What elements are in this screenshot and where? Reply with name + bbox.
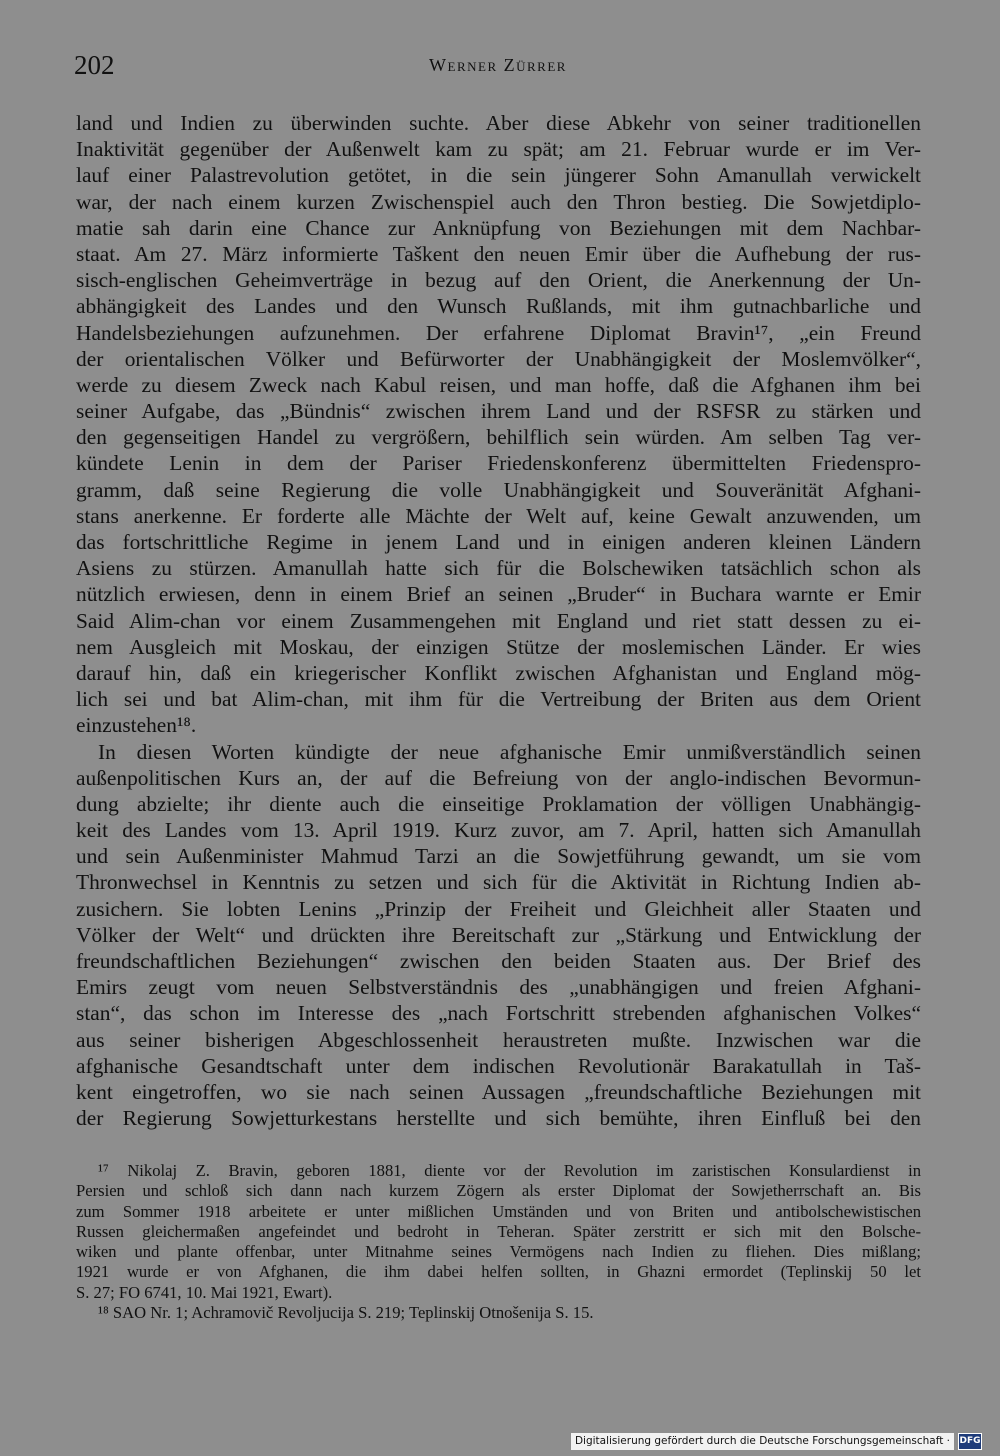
text-line: Said Alim-chan vor einem Zusammengehen mit England und riet statt dessen zu ei- bbox=[76, 608, 921, 633]
text-line: matie sah darin eine Chance zur Anknüpfung von Beziehungen mit dem Nachbar- bbox=[76, 215, 921, 240]
text-line: seiner Aufgabe, das „Bündnis“ zwischen ihrem Land und der RSFSR zu stärken und bbox=[76, 399, 921, 424]
running-head: Werner Zürrer bbox=[429, 55, 567, 75]
text-line: und sein Außenminister Mahmud Tarzi an die Sowjetführung gewandt, um sie vom bbox=[76, 844, 921, 869]
text-line: abhängigkeit des Landes und den Wunsch Rußlands, mit ihm gutnachbarliche und bbox=[76, 294, 921, 319]
text-line: staat. Am 27. März informierte Taškent den neuen Emir über die Aufhebung der rus- bbox=[76, 241, 921, 266]
body-text bbox=[76, 110, 921, 1131]
digitization-credit bbox=[571, 1432, 982, 1450]
text-line: darauf hin, daß ein kriegerischer Konflikt zwischen Afghanistan und England mög- bbox=[76, 660, 921, 685]
footnote-line: Russen gleichermaßen angefeindet und bedroht in Teheran. Später zerstritt er sich mit den Bolsche- bbox=[76, 1221, 921, 1241]
footnote-line: 1921 wurde er von Afghanen, die ihm dabei helfen sollten, in Ghazni ermordet (Teplinskij 50 let bbox=[76, 1262, 921, 1282]
footnote-line: S. 27; FO 6741, 10. Mai 1921, Ewart). bbox=[76, 1282, 333, 1302]
text-line: stans anerkenne. Er forderte alle Mächte der Welt auf, keine Gewalt anzuwenden, um bbox=[76, 503, 921, 528]
footnote-line: wiken und plante offenbar, unter Mitnahme seines Vermögens nach Indien zu fliehen. Dies mißlang; bbox=[76, 1242, 921, 1262]
text-line: land und Indien zu überwinden suchte. Aber diese Abkehr von seiner traditionellen bbox=[76, 111, 921, 135]
text-line: nützlich erwiesen, denn in einem Brief an seinen „Bruder“ in Buchara warnte er Emir bbox=[76, 582, 921, 607]
text-line: stan“, das schon im Interesse des „nach Fortschritt strebenden afghanischen Volkes“ bbox=[76, 1001, 921, 1026]
text-line: kündete Lenin in dem der Pariser Friedenskonferenz übermittelten Friedenspro- bbox=[76, 451, 921, 476]
text-line: der orientalischen Völker und Befürworter der Unabhängigkeit der Moslemvölker“, bbox=[76, 346, 921, 371]
text-line: zusichern. Sie lobten Lenins „Prinzip der Freiheit und Gleichheit aller Staaten und bbox=[76, 896, 921, 921]
text-line: Handelsbeziehungen aufzunehmen. Der erfahrene Diplomat Bravin¹⁷, „ein Freund bbox=[76, 320, 921, 345]
text-line: Emirs zeugt vom neuen Selbstverständnis des „unabhängigen und freien Afghani- bbox=[76, 975, 921, 1000]
credit-text: Digitalisierung gefördert durch die Deutsche Forschungsgemeinschaft · bbox=[571, 1433, 954, 1450]
text-line: In diesen Worten kündigte der neue afghanische Emir unmißverständlich seinen bbox=[98, 739, 921, 764]
footnote-line: zum Sommer 1918 arbeitete er unter mißlichen Umständen und von Briten und antibolschewistischen bbox=[76, 1201, 921, 1221]
text-line: außenpolitischen Kurs an, der auf die Befreiung von der anglo-indischen Bevormun- bbox=[76, 765, 921, 790]
text-line: gramm, daß seine Regierung die volle Unabhängigkeit und Souveränität Afghani- bbox=[76, 477, 921, 502]
text-line: den gegenseitigen Handel zu vergrößern, behilflich sein würden. Am selben Tag ver- bbox=[76, 425, 921, 450]
text-line: Asiens zu stürzen. Amanullah hatte sich für die Bolschewiken tatsächlich schon als bbox=[76, 556, 921, 581]
text-line: keit des Landes vom 13. April 1919. Kurz zuvor, am 7. April, hatten sich Amanullah bbox=[76, 818, 921, 843]
text-line: Völker der Welt“ und drückten ihre Bereitschaft zur „Stärkung und Entwicklung der bbox=[76, 922, 921, 947]
text-line: einzustehen¹⁸. bbox=[76, 713, 197, 738]
page-number: 202 bbox=[74, 50, 115, 80]
footnotes bbox=[76, 1161, 921, 1323]
text-line: nem Ausgleich mit Moskau, der einzigen Stütze der moslemischen Länder. Er wies bbox=[76, 634, 921, 659]
text-line: lauf einer Palastrevolution getötet, in die sein jüngerer Sohn Amanullah verwickelt bbox=[76, 163, 921, 188]
text-line: dung abzielte; ihr diente auch die einseitige Proklamation der völligen Unabhängig- bbox=[76, 791, 921, 816]
text-line: lich sei und bat Alim-chan, mit ihm für die Vertreibung der Briten aus dem Orient bbox=[76, 687, 921, 712]
text-line: aus seiner bisherigen Abgeschlossenheit heraustreten mußte. Inzwischen war die bbox=[76, 1027, 921, 1052]
text-line: freundschaftlichen Beziehungen“ zwischen den beiden Staaten aus. Der Brief des bbox=[76, 949, 921, 973]
text-line: Inaktivität gegenüber der Außenwelt kam zu spät; am 21. Februar wurde er im Ver- bbox=[76, 137, 921, 162]
text-line: Thronwechsel in Kenntnis zu setzen und sich für die Aktivität in Richtung Indien ab- bbox=[76, 870, 921, 895]
footnote-line: ¹⁸ SAO Nr. 1; Achramovič Revoljucija S. 219; Teplinskij Otnošenija S. 15. bbox=[98, 1303, 594, 1323]
text-line: der Regierung Sowjetturkestans herstellte und sich bemühte, ihren Einfluß bei den bbox=[76, 1106, 921, 1131]
text-line: kent eingetroffen, wo sie nach seinen Aussagen „freundschaftliche Beziehungen mit bbox=[76, 1079, 921, 1104]
page-header bbox=[74, 50, 922, 84]
text-line: afghanische Gesandtschaft unter dem indischen Revolutionär Barakatullah in Taš- bbox=[76, 1053, 921, 1078]
footnote-line: Persien und schloß sich dann nach kurzem Zögern als erster Diplomat der Sowjetherrschaft an. Bis bbox=[76, 1181, 921, 1201]
footnote-line: ¹⁷ Nikolaj Z. Bravin, geboren 1881, diente vor der Revolution im zaristischen Konsulardienst in bbox=[98, 1161, 921, 1180]
text-line: werde zu diesem Zweck nach Kabul reisen, und man hoffe, daß die Afghanen ihm bei bbox=[76, 372, 921, 397]
text-line: war, der nach einem kurzen Zwischenspiel auch den Thron bestieg. Die Sowjetdiplo- bbox=[76, 189, 921, 214]
dfg-logo-icon: DFG bbox=[958, 1433, 982, 1450]
text-line: das fortschrittliche Regime in jenem Land und in einigen anderen kleinen Ländern bbox=[76, 530, 921, 554]
text-line: sisch-englischen Geheimverträge in bezug auf den Orient, die Anerkennung der Un- bbox=[76, 268, 921, 293]
